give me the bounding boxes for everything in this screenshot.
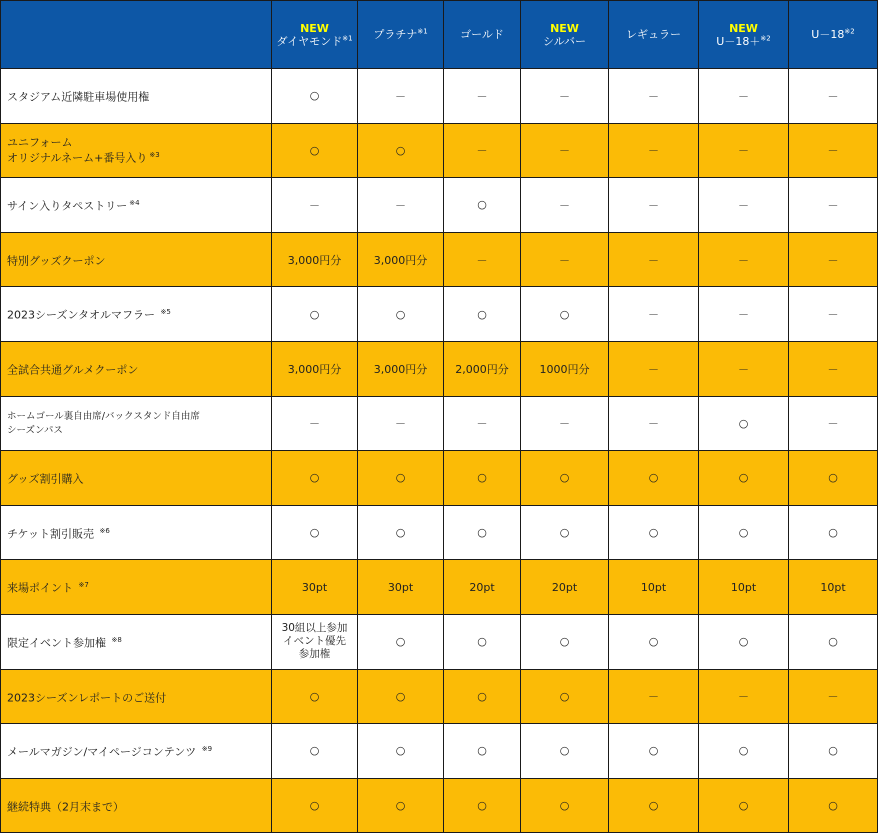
- table-row: [1, 669, 878, 724]
- benefit-cell: ○: [444, 778, 521, 833]
- benefit-cell: ○: [521, 505, 609, 560]
- benefits-table-body: [1, 69, 878, 833]
- benefit-cell: －: [358, 69, 444, 124]
- benefit-cell: －: [699, 232, 789, 287]
- benefit-label-line: ユニフォーム: [7, 136, 73, 150]
- benefit-cell: 30組以上参加 イベント優先 参加権: [272, 614, 358, 669]
- benefit-cell: －: [789, 341, 878, 396]
- benefit-cell: ○: [358, 724, 444, 779]
- benefit-cell: ○: [609, 778, 699, 833]
- benefit-cell: －: [444, 123, 521, 178]
- table-row: [1, 123, 878, 178]
- benefit-cell: －: [789, 232, 878, 287]
- benefit-cell: 1000円分: [521, 341, 609, 396]
- benefit-cell: 3,000円分: [272, 341, 358, 396]
- table-row: [1, 178, 878, 233]
- table-row: [1, 560, 878, 615]
- benefit-cell: －: [272, 396, 358, 451]
- benefit-cell: －: [444, 232, 521, 287]
- benefit-cell: －: [521, 69, 609, 124]
- benefit-cell: －: [444, 396, 521, 451]
- tier-note: ※1: [417, 27, 428, 36]
- benefit-cell: ○: [272, 69, 358, 124]
- benefit-cell: －: [358, 178, 444, 233]
- benefit-label: [1, 123, 272, 178]
- benefit-cell: ○: [789, 451, 878, 506]
- benefit-cell: －: [699, 287, 789, 342]
- tier-name: シルバー: [543, 34, 586, 48]
- benefit-cell: －: [699, 341, 789, 396]
- benefit-note: ※4: [129, 199, 140, 208]
- tier-name: ダイヤモンド: [276, 34, 343, 48]
- tier-name: ゴールド: [460, 28, 504, 41]
- benefit-cell: ○: [609, 614, 699, 669]
- benefit-cell: －: [789, 287, 878, 342]
- benefit-cell: ○: [444, 669, 521, 724]
- benefit-cell: ○: [358, 778, 444, 833]
- benefit-label: [1, 341, 272, 396]
- benefit-cell: －: [699, 669, 789, 724]
- benefit-cell: ○: [699, 724, 789, 779]
- new-badge: NEW: [729, 21, 758, 35]
- benefit-cell: ○: [358, 123, 444, 178]
- benefit-label: [1, 232, 272, 287]
- benefit-cell: ○: [272, 451, 358, 506]
- benefit-label: [1, 451, 272, 506]
- benefit-cell: ○: [272, 505, 358, 560]
- benefit-cell: －: [609, 232, 699, 287]
- tier-header-6: [789, 1, 878, 69]
- benefit-cell: ○: [699, 396, 789, 451]
- tier-header-5: [699, 1, 789, 69]
- benefit-cell: －: [789, 669, 878, 724]
- benefit-cell: －: [699, 178, 789, 233]
- benefit-label-line: 継続特典（2月末まで）: [7, 800, 124, 814]
- benefit-cell: －: [609, 396, 699, 451]
- table-row: [1, 396, 878, 451]
- benefit-cell: 20pt: [521, 560, 609, 615]
- benefit-cell: ○: [272, 287, 358, 342]
- benefit-cell: 20pt: [444, 560, 521, 615]
- benefit-cell: ○: [521, 614, 609, 669]
- benefit-label: [1, 614, 272, 669]
- benefit-cell: 30pt: [272, 560, 358, 615]
- benefit-label: [1, 560, 272, 615]
- benefit-cell: ○: [699, 778, 789, 833]
- benefit-label: [1, 178, 272, 233]
- tier-header-4: [609, 1, 699, 69]
- benefit-cell: 10pt: [699, 560, 789, 615]
- benefit-label-line: 2023シーズンレポートのご送付: [7, 691, 167, 705]
- benefit-cell: －: [789, 123, 878, 178]
- benefit-note: ※5: [160, 308, 171, 317]
- tier-header-3: [521, 1, 609, 69]
- benefit-note: ※9: [201, 745, 213, 754]
- table-row: [1, 232, 878, 287]
- tier-header-row: [1, 1, 878, 69]
- benefit-cell: ○: [444, 451, 521, 506]
- benefit-cell: ○: [444, 724, 521, 779]
- benefit-cell: ○: [272, 669, 358, 724]
- table-row: [1, 287, 878, 342]
- benefit-cell: ○: [444, 505, 521, 560]
- benefit-cell: －: [521, 178, 609, 233]
- benefit-note: ※6: [99, 526, 110, 535]
- benefit-label-line: メールマガジン/マイページコンテンツ: [7, 745, 200, 759]
- tier-header-1: [358, 1, 444, 69]
- table-row: [1, 614, 878, 669]
- benefit-note: ※8: [111, 635, 122, 644]
- benefit-cell: ○: [272, 778, 358, 833]
- benefit-cell: ○: [358, 287, 444, 342]
- tier-name: レギュラー: [626, 28, 681, 41]
- benefit-cell: －: [358, 396, 444, 451]
- benefit-note: ※3: [149, 151, 160, 160]
- tier-header-0: [272, 1, 358, 69]
- benefit-cell: ○: [521, 287, 609, 342]
- table-row: [1, 451, 878, 506]
- benefit-cell: ○: [521, 451, 609, 506]
- benefit-label-line: 2023シーズンタオルマフラー: [7, 309, 159, 322]
- tier-note: ※1: [342, 33, 353, 42]
- tier-name: U－18＋: [716, 34, 761, 48]
- table-row: [1, 724, 878, 779]
- benefit-cell: －: [609, 341, 699, 396]
- table-row: [1, 778, 878, 833]
- benefit-cell: ○: [609, 724, 699, 779]
- tier-name: プラチナ: [373, 28, 418, 41]
- benefit-cell: ○: [789, 505, 878, 560]
- benefit-cell: ○: [521, 778, 609, 833]
- tier-note: ※2: [760, 33, 771, 42]
- benefit-cell: －: [699, 69, 789, 124]
- benefit-cell: 10pt: [789, 560, 878, 615]
- benefit-label: [1, 669, 272, 724]
- benefit-cell: ○: [789, 614, 878, 669]
- benefit-cell: 30pt: [358, 560, 444, 615]
- benefit-label-line: 全試合共通グルメクーポン: [7, 363, 139, 377]
- benefit-cell: ○: [609, 505, 699, 560]
- benefit-label: [1, 396, 272, 451]
- table-row: [1, 505, 878, 560]
- benefit-cell: －: [609, 178, 699, 233]
- benefit-cell: ○: [699, 451, 789, 506]
- benefit-label: [1, 724, 272, 779]
- benefit-cell: －: [789, 178, 878, 233]
- benefit-note: ※7: [78, 581, 89, 590]
- benefit-cell: ○: [521, 669, 609, 724]
- benefit-cell: ○: [789, 778, 878, 833]
- benefit-cell: －: [609, 669, 699, 724]
- benefit-cell: －: [609, 69, 699, 124]
- benefit-cell: 3,000円分: [272, 232, 358, 287]
- benefit-label-line: オリジナルネーム+番号入り: [7, 151, 148, 165]
- benefit-cell: ○: [609, 451, 699, 506]
- benefit-label-line: 限定イベント参加権: [7, 636, 110, 650]
- benefit-cell: 3,000円分: [358, 341, 444, 396]
- table-row: [1, 341, 878, 396]
- benefit-cell: ○: [699, 505, 789, 560]
- benefit-cell: ○: [272, 123, 358, 178]
- benefit-cell: ○: [444, 178, 521, 233]
- benefit-cell: ○: [358, 669, 444, 724]
- tier-header-2: [444, 1, 521, 69]
- benefit-cell: ○: [358, 505, 444, 560]
- benefit-label-line: チケット割引販売: [7, 527, 98, 541]
- benefit-cell: 10pt: [609, 560, 699, 615]
- benefit-cell: －: [521, 123, 609, 178]
- new-badge: NEW: [550, 21, 579, 35]
- benefit-cell: 3,000円分: [358, 232, 444, 287]
- benefit-label: [1, 69, 272, 124]
- benefit-label-line: スタジアム近隣駐車場使用権: [7, 90, 150, 104]
- benefit-cell: －: [272, 178, 358, 233]
- benefit-cell: ○: [444, 287, 521, 342]
- benefit-label-line: 来場ポイント: [7, 581, 77, 595]
- benefit-cell: －: [521, 232, 609, 287]
- benefit-cell: －: [521, 396, 609, 451]
- benefit-cell: －: [609, 123, 699, 178]
- benefit-label: [1, 505, 272, 560]
- benefit-cell: －: [444, 69, 521, 124]
- benefit-cell: ○: [521, 724, 609, 779]
- benefit-cell: ○: [699, 614, 789, 669]
- benefit-cell: －: [609, 287, 699, 342]
- benefit-label-line: グッズ割引購入: [7, 472, 84, 486]
- benefit-cell: －: [789, 396, 878, 451]
- benefit-cell: －: [789, 69, 878, 124]
- header-corner-cell: [1, 1, 272, 69]
- benefit-label: [1, 778, 272, 833]
- tier-name: U－18: [811, 28, 845, 41]
- benefit-label-line: シーズンパス: [7, 424, 63, 436]
- benefit-cell: ○: [272, 724, 358, 779]
- new-badge: NEW: [300, 21, 329, 35]
- tier-note: ※2: [844, 27, 855, 36]
- benefit-cell: ○: [358, 614, 444, 669]
- benefit-cell: ○: [358, 451, 444, 506]
- benefit-label-line: 特別グッズクーポン: [7, 254, 106, 268]
- benefit-cell: ○: [789, 724, 878, 779]
- table-row: [1, 69, 878, 124]
- benefit-cell: ○: [444, 614, 521, 669]
- benefit-label-line: サイン入りタペストリー: [7, 199, 128, 213]
- benefit-cell: －: [699, 123, 789, 178]
- benefit-cell: 2,000円分: [444, 341, 521, 396]
- benefit-label-line: ホームゴール裏自由席/バックスタンド自由席: [7, 410, 200, 422]
- benefit-label: [1, 287, 272, 342]
